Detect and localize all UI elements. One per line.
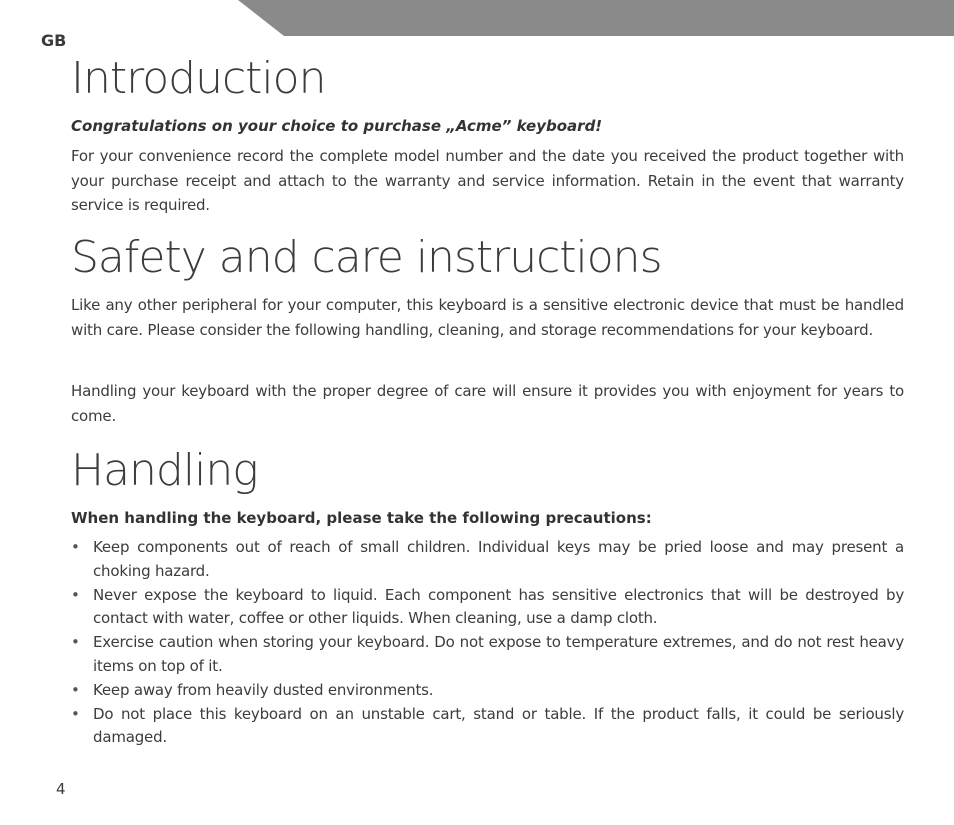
page-number: 4: [56, 780, 66, 798]
precautions-list: [71, 536, 904, 750]
safety-paragraph-1: Like any other peripheral for your computer, this keyboard is a sensitive electronic device that must be handled with care. Please consider the following handling, cleaning, and storage recommendations for your keyboard.: [71, 296, 904, 339]
list-item: • Never expose the keyboard to liquid. Each component has sensitive electronics that will be destroyed by contact with water, coffee or other liquids. When cleaning, use a damp cloth.: [71, 585, 904, 628]
handling-heading: Handling: [71, 445, 258, 496]
list-item: • Do not place this keyboard on an unstable cart, stand or table. If the product falls, it could be seriously damaged.: [71, 704, 904, 747]
header-tab-bar: [238, 0, 954, 36]
bullet-icon: •: [71, 633, 80, 652]
safety-paragraph-2: Handling your keyboard with the proper degree of care will ensure it provides you with enjoyment for years to come.: [71, 382, 904, 425]
intro-paragraph: For your convenience record the complete model number and the date you received the product together with your purchase receipt and attach to the warranty and service information. Retain in the event that warranty service is required.: [71, 147, 904, 214]
language-code: GB: [41, 31, 67, 50]
intro-lead: Congratulations on your choice to purchase „Acme” keyboard!: [71, 117, 603, 135]
bullet-icon: •: [71, 585, 80, 604]
safety-heading: Safety and care instructions: [71, 232, 662, 283]
list-item: • Keep components out of reach of small children. Individual keys may be pried loose and may present a choking hazard.: [71, 538, 904, 580]
list-item: • Keep away from heavily dusted environments.: [71, 679, 904, 703]
intro-heading: Introduction: [71, 53, 326, 104]
bullet-icon: •: [71, 704, 80, 723]
list-item: • Exercise caution when storing your keyboard. Do not expose to temperature extremes, and do not rest heavy items on top of it.: [71, 633, 904, 675]
bullet-icon: •: [71, 680, 80, 699]
handling-lead: When handling the keyboard, please take the following precautions:: [71, 509, 652, 527]
bullet-icon: •: [71, 538, 80, 556]
